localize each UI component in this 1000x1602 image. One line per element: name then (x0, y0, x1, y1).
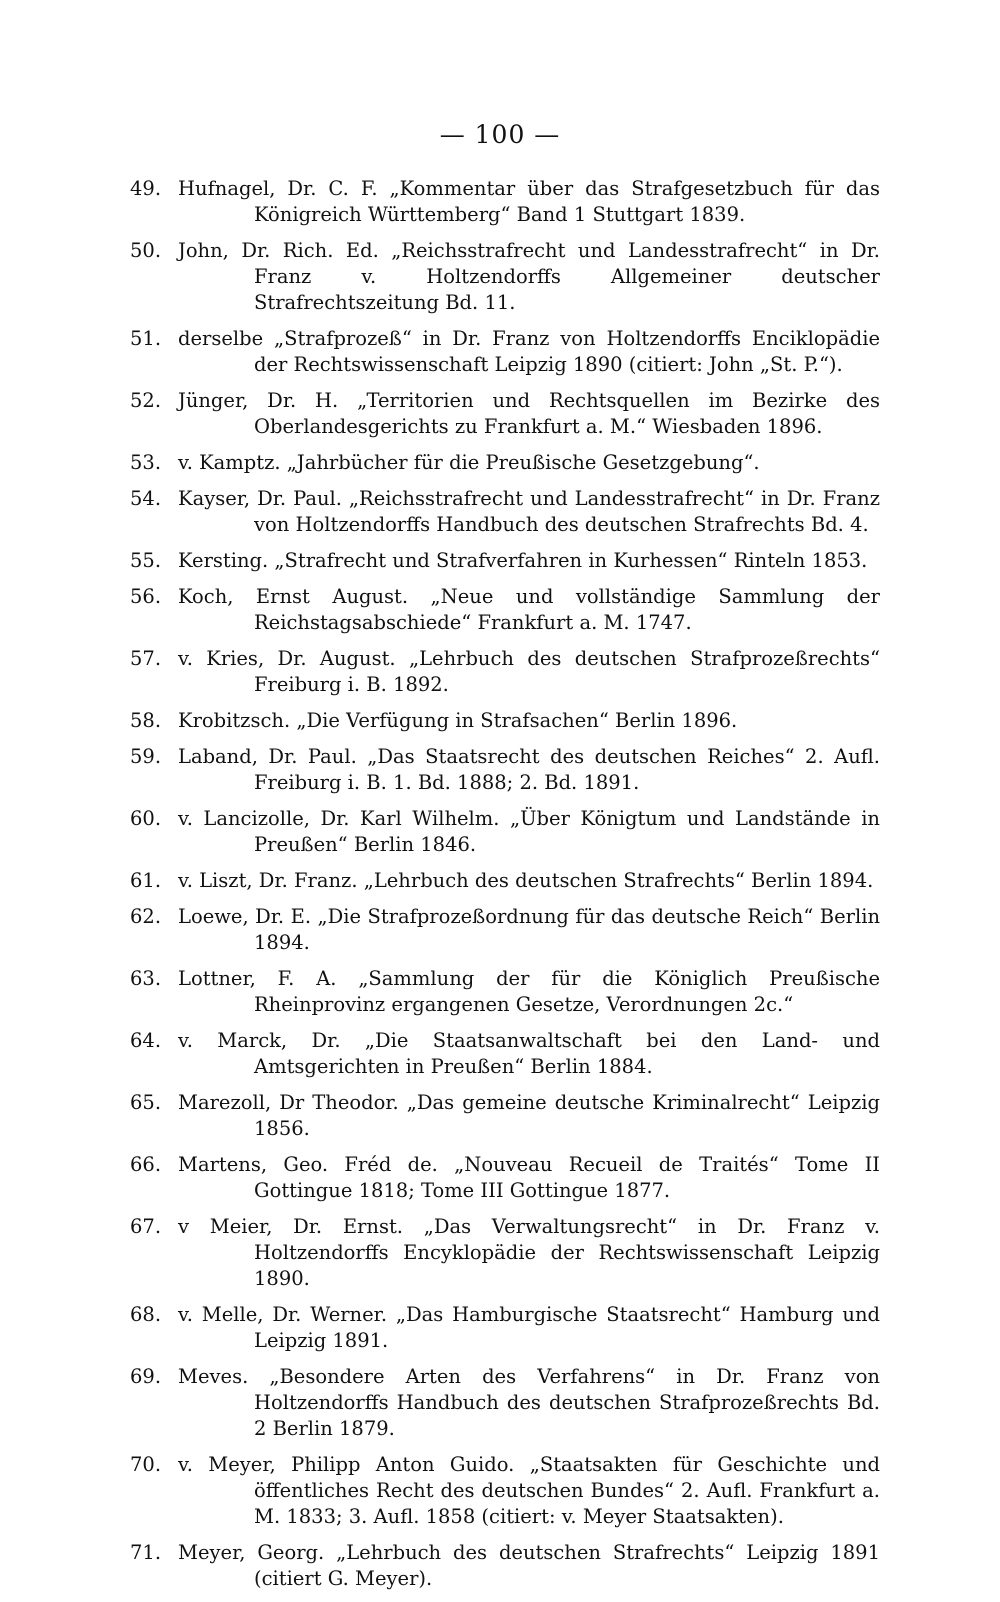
entry-number: 52. (130, 389, 162, 412)
bibliography-entry (130, 176, 880, 228)
bibliography-entry (130, 548, 880, 574)
bibliography-entry (130, 646, 880, 698)
bibliography-entry (130, 486, 880, 538)
entry-text: v. Liszt, Dr. Franz. „Lehrbuch des deutschen Strafrechts“ Berlin 1894. (178, 869, 874, 892)
bibliography-entry (130, 1090, 880, 1142)
bibliography-entry (130, 708, 880, 734)
bibliography-entry (130, 1302, 880, 1354)
bibliography-list (130, 176, 880, 1602)
entry-number: 51. (130, 327, 162, 350)
entry-text: v Meier, Dr. Ernst. „Das Verwaltungsrecht“ in Dr. Franz v. Holtzendorffs Encyklopädie der Rechtswissenschaft Leipzig 1890. (178, 1215, 880, 1290)
entry-number: 50. (130, 239, 162, 262)
entry-number: 68. (130, 1303, 162, 1326)
bibliography-entry (130, 584, 880, 636)
entry-text: Martens, Geo. Fréd de. „Nouveau Recueil de Traités“ Tome II Gottingue 1818; Tome III Gottingue 1877. (178, 1153, 880, 1202)
bibliography-entry (130, 450, 880, 476)
bibliography-entry (130, 1152, 880, 1204)
entry-text: Lottner, F. A. „Sammlung der für die Königlich Preußische Rheinprovinz ergangenen Gesetze, Verordnungen 2c.“ (178, 967, 880, 1016)
bibliography-entry (130, 966, 880, 1018)
entry-number: 58. (130, 709, 162, 732)
entry-number: 69. (130, 1365, 162, 1388)
entry-text: v. Kamptz. „Jahrbücher für die Preußische Gesetzgebung“. (178, 451, 760, 474)
bibliography-entry (130, 388, 880, 440)
entry-text: Meves. „Besondere Arten des Verfahrens“ in Dr. Franz von Holtzendorffs Handbuch des deutschen Strafprozeßrechts Bd. 2 Berlin 1879. (178, 1365, 880, 1440)
page-number: — 100 — (439, 120, 561, 149)
entry-number: 71. (130, 1541, 162, 1564)
entry-text: Hufnagel, Dr. C. F. „Kommentar über das Strafgesetzbuch für das Königreich Württemberg“ Band 1 Stuttgart 1839. (178, 177, 880, 226)
entry-text: Laband, Dr. Paul. „Das Staatsrecht des deutschen Reiches“ 2. Aufl. Freiburg i. B. 1. Bd. 1888; 2. Bd. 1891. (178, 745, 880, 794)
entry-number: 49. (130, 177, 162, 200)
bibliography-entry (130, 806, 880, 858)
entry-number: 54. (130, 487, 162, 510)
entry-number: 55. (130, 549, 162, 572)
entry-text: Koch, Ernst August. „Neue und vollständige Sammlung der Reichstagsabschiede“ Frankfurt a. M. 1747. (178, 585, 880, 634)
entry-number: 61. (130, 869, 162, 892)
entry-text: v. Lancizolle, Dr. Karl Wilhelm. „Über Königtum und Landstände in Preußen“ Berlin 1846. (178, 807, 880, 856)
entry-text: Kersting. „Strafrecht und Strafverfahren in Kurhessen“ Rinteln 1853. (178, 549, 868, 572)
entry-text: John, Dr. Rich. Ed. „Reichsstrafrecht und Landesstrafrecht“ in Dr. Franz v. Holtzendorffs Allgemeiner deutscher Strafrechtszeitung Bd. 11. (178, 239, 880, 314)
entry-text: Loewe, Dr. E. „Die Strafprozeßordnung für das deutsche Reich“ Berlin 1894. (178, 905, 880, 954)
bibliography-entry (130, 1540, 880, 1592)
bibliography-entry (130, 744, 880, 796)
bibliography-entry (130, 1452, 880, 1530)
entry-number: 66. (130, 1153, 162, 1176)
entry-text: v. Kries, Dr. August. „Lehrbuch des deutschen Strafprozeßrechts“ Freiburg i. B. 1892. (178, 647, 880, 696)
entry-number: 64. (130, 1029, 162, 1052)
bibliography-entry (130, 326, 880, 378)
bibliography-entry (130, 1028, 880, 1080)
entry-text: Jünger, Dr. H. „Territorien und Rechtsquellen im Bezirke des Oberlandesgerichts zu Frankfurt a. M.“ Wiesbaden 1896. (178, 389, 880, 438)
bibliography-entry (130, 1214, 880, 1292)
entry-text: v. Melle, Dr. Werner. „Das Hamburgische Staatsrecht“ Hamburg und Leipzig 1891. (178, 1303, 880, 1352)
entry-number: 62. (130, 905, 162, 928)
entry-text: Meyer, Georg. „Lehrbuch des deutschen Strafrechts“ Leipzig 1891 (citiert G. Meyer). (178, 1541, 880, 1590)
entry-number: 57. (130, 647, 162, 670)
entry-text: Marezoll, Dr Theodor. „Das gemeine deutsche Kriminalrecht“ Leipzig 1856. (178, 1091, 880, 1140)
entry-text: v. Marck, Dr. „Die Staatsanwaltschaft bei den Land- und Amtsgerichten in Preußen“ Berlin 1884. (178, 1029, 880, 1078)
entry-number: 60. (130, 807, 162, 830)
entry-text: derselbe „Strafprozeß“ in Dr. Franz von Holtzendorffs Enciklopädie der Rechtswissenschaft Leipzig 1890 (citiert: John „St. P.“). (178, 327, 880, 376)
entry-text: v. Meyer, Philipp Anton Guido. „Staatsakten für Geschichte und öffentliches Recht des deutschen Bundes“ 2. Aufl. Frankfurt a. M. 1833; 3. Aufl. 1858 (citiert: v. Meyer Staatsakten). (178, 1453, 880, 1528)
entry-text: Krobitzsch. „Die Verfügung in Strafsachen“ Berlin 1896. (178, 709, 738, 732)
entry-number: 67. (130, 1215, 162, 1238)
entry-number: 63. (130, 967, 162, 990)
entry-number: 70. (130, 1453, 162, 1476)
bibliography-entry (130, 904, 880, 956)
bibliography-entry (130, 238, 880, 316)
entry-number: 56. (130, 585, 162, 608)
entry-number: 59. (130, 745, 162, 768)
entry-text: Kayser, Dr. Paul. „Reichsstrafrecht und Landesstrafrecht“ in Dr. Franz von Holtzendorffs Handbuch des deutschen Strafrechts Bd. 4. (178, 487, 880, 536)
bibliography-entry (130, 868, 880, 894)
entry-number: 53. (130, 451, 162, 474)
bibliography-entry (130, 1364, 880, 1442)
entry-number: 65. (130, 1091, 162, 1114)
